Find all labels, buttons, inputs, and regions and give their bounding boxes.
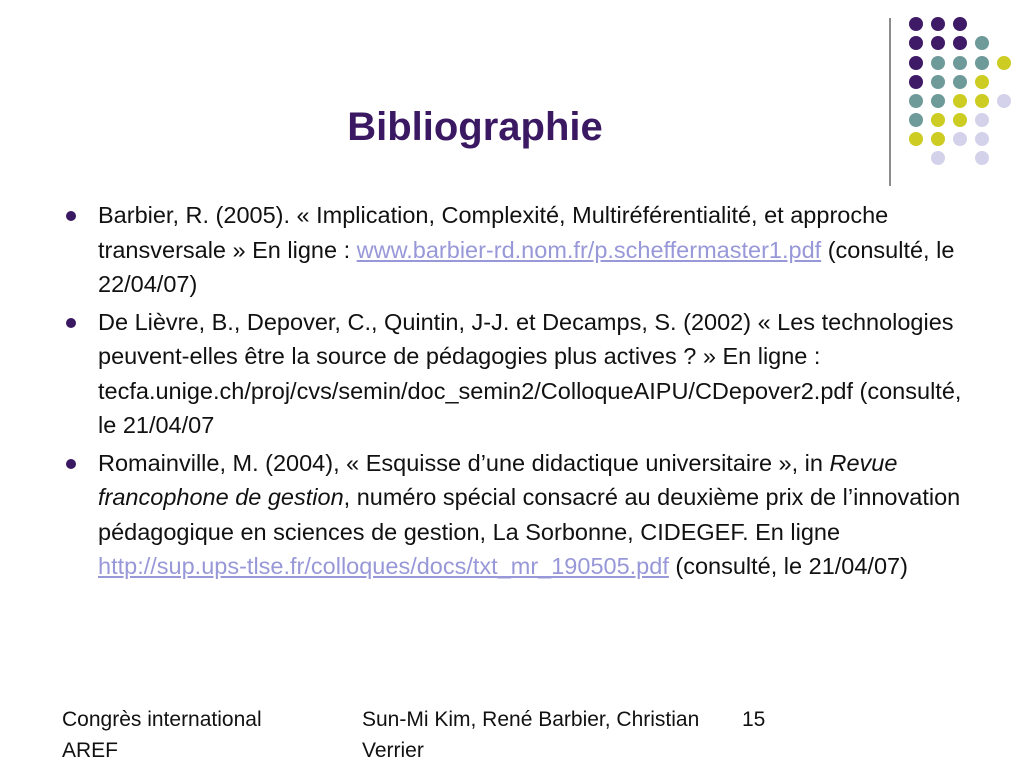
decorative-dot xyxy=(953,94,967,108)
decorative-dot xyxy=(953,17,967,31)
footer-authors: Sun-Mi Kim, René Barbier, Christian Verrier xyxy=(362,708,700,762)
decorative-dot xyxy=(953,132,967,146)
decorative-dot xyxy=(909,113,923,127)
citation-text: Barbier, R. (2005). « Implication, Complexité, Multiréférentialité, et approche transversale » En ligne : xyxy=(98,202,889,263)
decorative-dot xyxy=(975,94,989,108)
bibliography-item-delievre xyxy=(62,305,962,443)
decorative-dot xyxy=(975,75,989,89)
decorative-dot xyxy=(931,151,945,165)
page-number: 15 xyxy=(742,708,766,731)
decorative-dot xyxy=(953,36,967,50)
decorative-dot xyxy=(975,151,989,165)
decorative-dot xyxy=(997,94,1011,108)
bullet-icon xyxy=(66,211,76,221)
citation-text: Romainville, M. (2004), « Esquisse d’une didactique universitaire », in xyxy=(98,449,830,476)
decorative-dot xyxy=(997,56,1011,70)
journal-title: Revue francophone de gestion xyxy=(98,449,898,510)
bullet-icon xyxy=(66,459,76,469)
decorative-dot xyxy=(931,94,945,108)
decorative-dot xyxy=(909,17,923,31)
decorative-dot xyxy=(909,75,923,89)
citation-consulted: (consulté, le 21/04/07) xyxy=(668,553,908,579)
decorative-dot xyxy=(953,113,967,127)
citation-text: De Lièvre, B., Depover, C., Quintin, J-J. et Decamps, S. (2002) « Les technologies peuvent-elles être la source de pédagogies plus actives ? » En ligne : tecfa.unige.ch/proj/cvs/semin/doc_semin2/ColloqueAIPU/CDepover2.pdf (consulté, le 21/04/07 xyxy=(98,308,962,438)
bibliography-item-romainville xyxy=(62,446,962,584)
decorative-dot xyxy=(975,56,989,70)
decorative-dot xyxy=(975,132,989,146)
bibliography-item-barbier xyxy=(62,198,962,302)
citation-consulted: (consulté, le 22/04/07) xyxy=(98,236,955,297)
decorative-dot xyxy=(975,36,989,50)
citation-text-continued: , numéro spécial consacré au deuxième prix de l’innovation pédagogique en sciences de gestion, La Sorbonne, CIDEGEF. En ligne xyxy=(98,484,961,545)
decorative-dot xyxy=(975,113,989,127)
bullet-icon xyxy=(66,318,76,328)
decorative-dot xyxy=(953,56,967,70)
divider-line xyxy=(889,18,891,186)
bibliography-list xyxy=(62,198,962,587)
citation-link[interactable]: www.barbier-rd.nom.fr/p.scheffermaster1.pdf xyxy=(356,236,822,263)
decorative-dot xyxy=(931,56,945,70)
decorative-dot xyxy=(909,94,923,108)
footer-conference: Congrès international AREF xyxy=(62,708,262,762)
decorative-dot xyxy=(909,36,923,50)
decorative-dot xyxy=(931,113,945,127)
decorative-dot xyxy=(909,56,923,70)
decorative-dot xyxy=(953,75,967,89)
decorative-dot xyxy=(931,17,945,31)
decorative-dot xyxy=(931,75,945,89)
citation-link[interactable]: http://sup.ups-tlse.fr/colloques/docs/txt_mr_190505.pdf xyxy=(98,553,669,579)
decorative-dot xyxy=(931,36,945,50)
slide-title: Bibliographie xyxy=(347,105,603,149)
decorative-dot xyxy=(909,132,923,146)
decorative-dot xyxy=(931,132,945,146)
